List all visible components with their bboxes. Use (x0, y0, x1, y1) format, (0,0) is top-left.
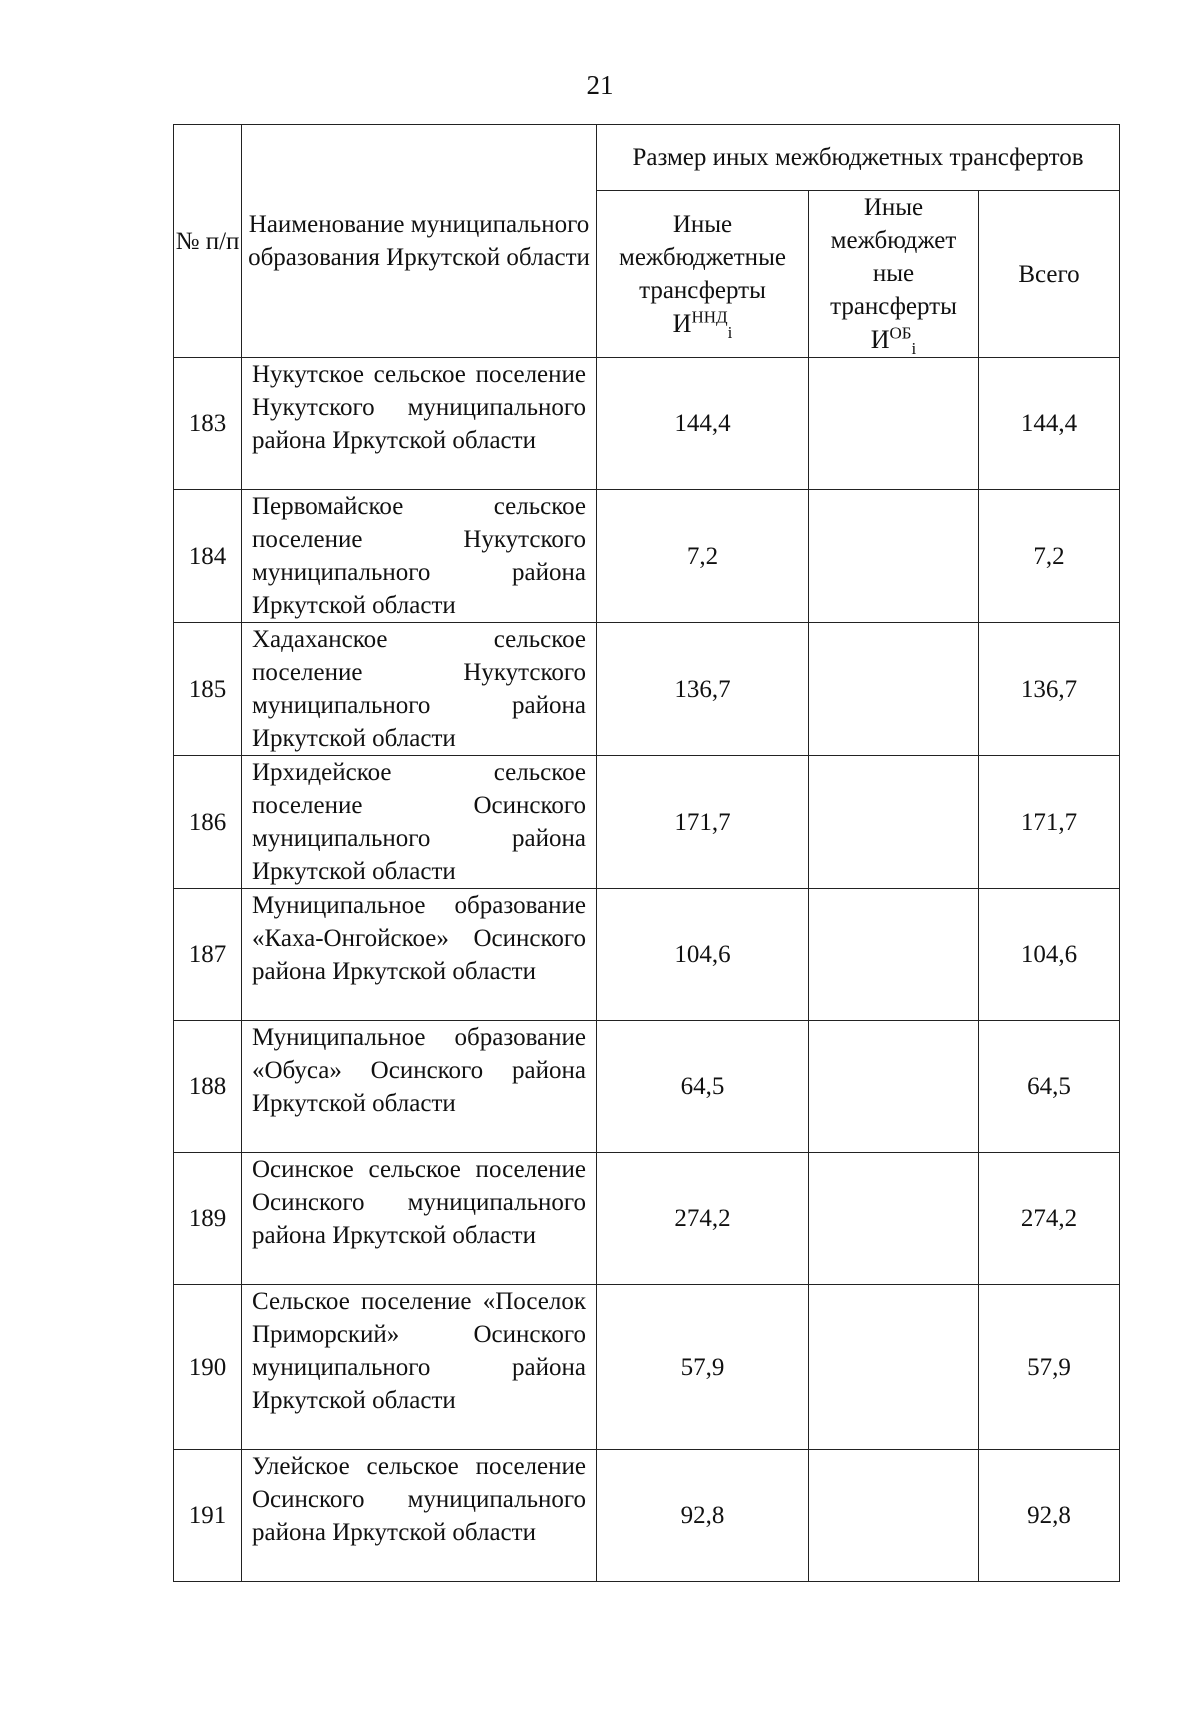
row-ob (809, 490, 979, 623)
header-ob-symbol: И (870, 325, 890, 354)
row-ob (809, 1153, 979, 1285)
row-nnd: 171,7 (597, 756, 809, 889)
table-row (174, 358, 1120, 490)
header-nnd-sup: ННД (691, 307, 728, 327)
table-header (174, 125, 1120, 358)
header-nnd-symbol: И (672, 308, 692, 338)
row-total: 171,7 (979, 756, 1120, 889)
row-nnd: 274,2 (597, 1153, 809, 1285)
table-row (174, 623, 1120, 756)
table-row (174, 889, 1120, 1021)
table-row (174, 1450, 1120, 1582)
row-name: Муниципальное образование «Каха-Онгойское» Осинского района Иркутской области (242, 889, 597, 1021)
row-total: 64,5 (979, 1021, 1120, 1153)
row-total: 144,4 (979, 358, 1120, 490)
row-total: 274,2 (979, 1153, 1120, 1285)
row-name: Ирхидейское сельское поселение Осинского муниципального района Иркутской области (242, 756, 597, 889)
row-number: 185 (174, 623, 242, 756)
header-nnd (597, 191, 809, 358)
row-total: 7,2 (979, 490, 1120, 623)
row-number: 191 (174, 1450, 242, 1582)
table-row (174, 756, 1120, 889)
row-number: 184 (174, 490, 242, 623)
row-nnd: 57,9 (597, 1285, 809, 1450)
header-ob-sup: ОБ (889, 323, 912, 343)
row-total: 92,8 (979, 1450, 1120, 1582)
header-group: Размер иных межбюджетных трансфертов (597, 125, 1120, 191)
row-name: Хадаханское сельское поселение Нукутского муниципального района Иркутской области (242, 623, 597, 756)
row-name: Сельское поселение «Поселок Приморский» Осинского муниципального района Иркутской области (242, 1285, 597, 1450)
row-total: 57,9 (979, 1285, 1120, 1450)
table-row (174, 1153, 1120, 1285)
row-number: 187 (174, 889, 242, 1021)
row-number: 186 (174, 756, 242, 889)
row-number: 189 (174, 1153, 242, 1285)
row-number: 190 (174, 1285, 242, 1450)
page-number: 21 (586, 70, 614, 100)
header-ob-sub: i (911, 339, 917, 358)
row-ob (809, 889, 979, 1021)
row-ob (809, 358, 979, 490)
table-row (174, 490, 1120, 623)
row-nnd: 104,6 (597, 889, 809, 1021)
row-nnd: 7,2 (597, 490, 809, 623)
row-total: 104,6 (979, 889, 1120, 1021)
header-name: Наименование муниципального образования Иркутской области (242, 125, 597, 358)
table-row (174, 1285, 1120, 1450)
row-nnd: 136,7 (597, 623, 809, 756)
header-ob (809, 191, 979, 358)
table-body (174, 358, 1120, 1582)
row-name: Осинское сельское поселение Осинского муниципального района Иркутской области (242, 1153, 597, 1285)
row-total: 136,7 (979, 623, 1120, 756)
row-name: Нукутское сельское поселение Нукутского муниципального района Иркутской области (242, 358, 597, 490)
header-number: № п/п (174, 125, 242, 358)
row-nnd: 144,4 (597, 358, 809, 490)
table-row (174, 1021, 1120, 1153)
header-nnd-label: Иные межбюджетные трансферты (619, 210, 786, 304)
row-ob (809, 756, 979, 889)
row-name: Муниципальное образование «Обуса» Осинского района Иркутской области (242, 1021, 597, 1153)
header-ob-label: Иные межбюджет ные трансферты (830, 194, 957, 320)
row-ob (809, 1285, 979, 1450)
row-ob (809, 1021, 979, 1153)
header-total: Всего (979, 191, 1120, 358)
row-nnd: 92,8 (597, 1450, 809, 1582)
row-name: Первомайское сельское поселение Нукутского муниципального района Иркутской области (242, 490, 597, 623)
transfers-table (173, 124, 1120, 1582)
row-ob (809, 1450, 979, 1582)
row-number: 188 (174, 1021, 242, 1153)
row-number: 183 (174, 358, 242, 490)
row-nnd: 64,5 (597, 1021, 809, 1153)
header-nnd-sub: i (727, 322, 733, 342)
row-ob (809, 623, 979, 756)
row-name: Улейское сельское поселение Осинского муниципального района Иркутской области (242, 1450, 597, 1582)
